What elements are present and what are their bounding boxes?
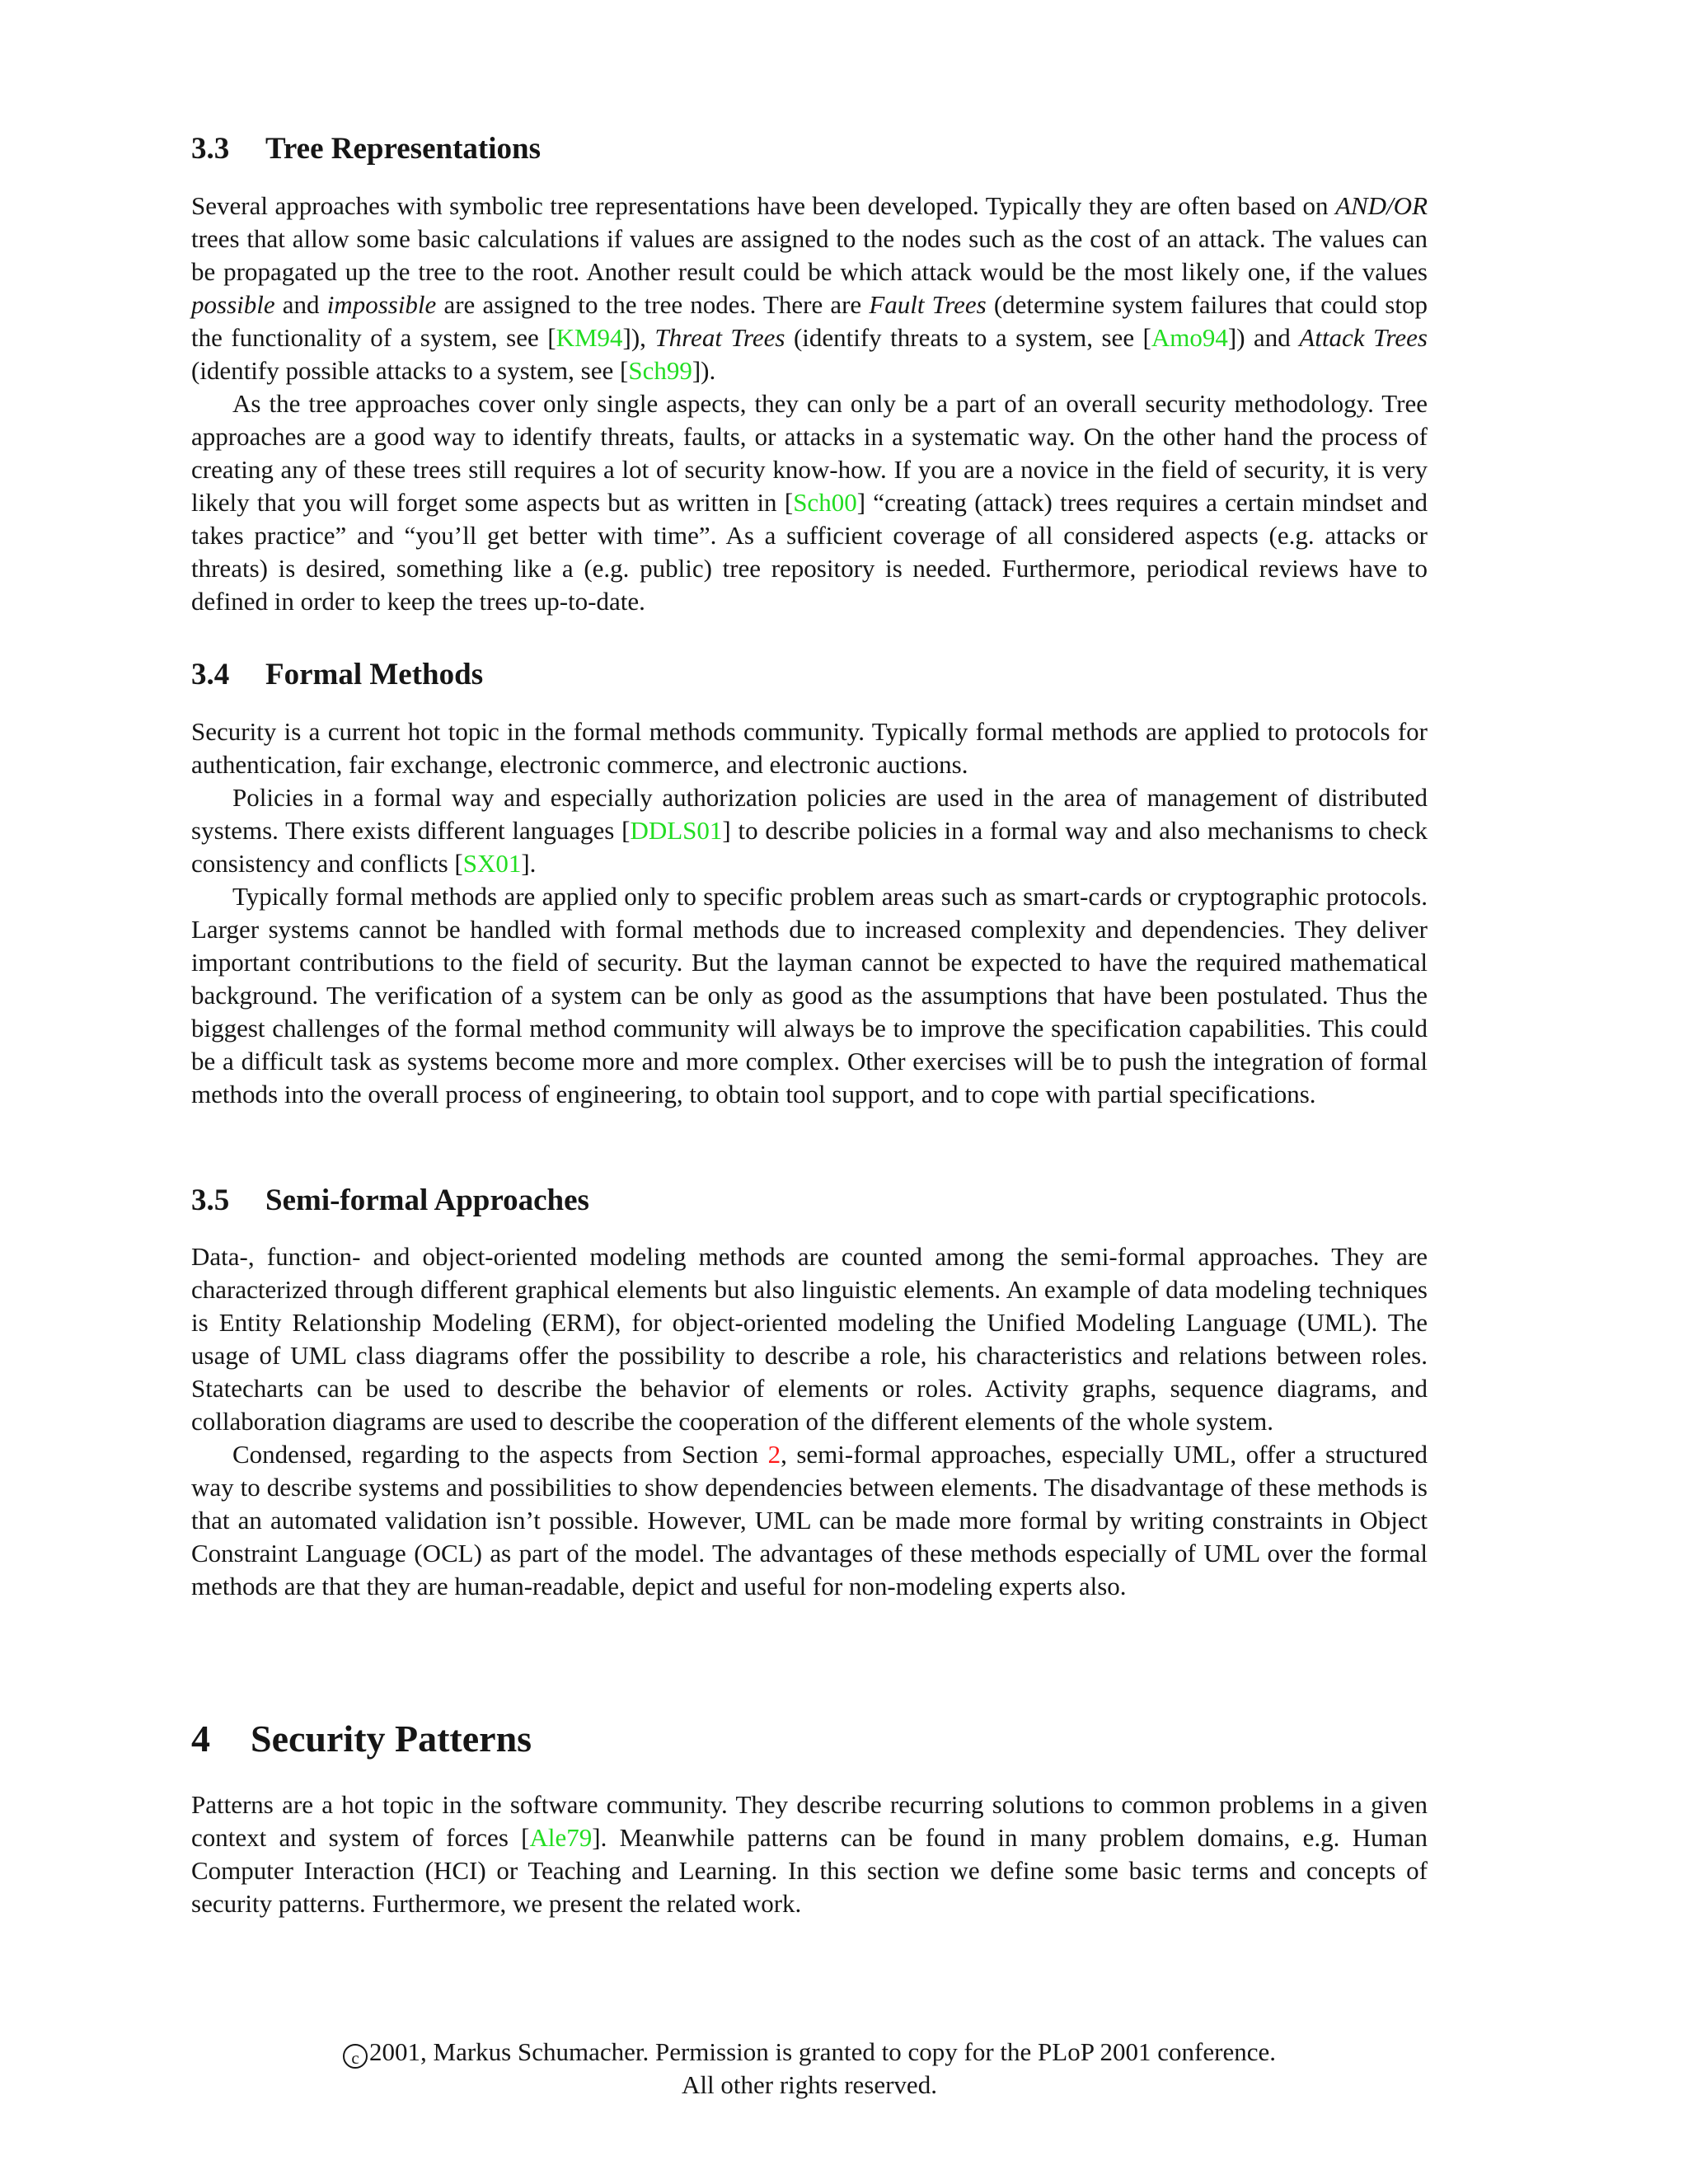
text-run: ]). (692, 356, 716, 385)
text-run: trees that allow some basic calculations if values are assigned to the nodes such as the cost of an attack. The values can be propagated up the tree to the root. Another result could be which attack would be the most likely one, if the values (191, 224, 1428, 286)
text-run: and (274, 290, 327, 319)
text-run: ] “creating (attack) trees requires a certain mindset and takes practice” and “you’ll get better with time”. As a sufficient coverage of all considered aspects (e.g. attacks or threats) is desired, something like a (e.g. public) tree repository is needed. Furthermore, periodical reviews have to defined in order to keep the trees up-to-date. (191, 488, 1428, 616)
paragraph (191, 1788, 1428, 1920)
section-number: 3.3 (191, 132, 230, 166)
section-number: 3.5 (191, 1183, 230, 1217)
section-crossref-link[interactable]: 2 (767, 1440, 781, 1469)
text-run: Condensed, regarding to the aspects from Section (232, 1440, 768, 1469)
text-run: (identify threats to a system, see [ (785, 323, 1151, 352)
section-3-4-body (191, 715, 1428, 1111)
citation-link[interactable]: KM94 (556, 323, 623, 352)
emphasis: impossible (326, 290, 437, 319)
section-title: Semi-formal Approaches (265, 1183, 589, 1217)
paragraph (191, 781, 1428, 880)
citation-link[interactable]: Ale79 (529, 1823, 593, 1852)
text-run: (determine system failures that could stop the functionality of a system, see [ (191, 290, 1428, 352)
paragraph (191, 190, 1428, 387)
text-run: ]. Meanwhile patterns can be found in many problem domains, e.g. Human Computer Interaction (HCI) or Teaching and Learning. In this section we define some basic terms and concepts of security patterns. Furthermore, we present the related work. (191, 1823, 1428, 1918)
copyright-footer (191, 2036, 1428, 2102)
text-run: ]), (622, 323, 655, 352)
emphasis: Attack Trees (1299, 323, 1428, 352)
section-heading-3-3 (191, 131, 1428, 167)
section-heading-3-4 (191, 657, 1428, 693)
text-run: ] to describe policies in a formal way and also mechanisms to check consistency and conflicts [ (191, 816, 1428, 878)
citation-link[interactable]: Sch99 (628, 356, 692, 385)
section-3-3-body (191, 190, 1428, 618)
copyright-icon: c (343, 2044, 368, 2069)
text-run: ]) and (1227, 323, 1300, 352)
text-run: Policies in a formal way and especially authorization policies are used in the area of management of distributed systems. There exists different languages [ (191, 783, 1428, 845)
emphasis: Fault Trees (869, 290, 987, 319)
paragraph: Security is a current hot topic in the formal methods community. Typically formal methods are applied to protocols for authentication, fair exchange, electronic commerce, and electronic auctions. (191, 717, 1428, 779)
section-heading-3-5 (191, 1183, 1428, 1219)
emphasis: Threat Trees (654, 323, 785, 352)
text-run: (identify possible attacks to a system, see [ (191, 356, 629, 385)
footer-line-2: All other rights reserved. (682, 2070, 937, 2099)
citation-link[interactable]: Amo94 (1151, 323, 1228, 352)
paragraph (191, 1438, 1428, 1603)
footer-line-1 (191, 2036, 1428, 2069)
emphasis: possible (191, 290, 275, 319)
paragraph (191, 387, 1428, 618)
section-title: Formal Methods (265, 658, 484, 691)
text-run: are assigned to the tree nodes. There are (436, 290, 870, 319)
section-title: Security Patterns (251, 1718, 532, 1760)
citation-link[interactable]: Sch00 (793, 488, 857, 517)
section-3-5-body (191, 1240, 1428, 1603)
section-4-body (191, 1788, 1428, 1920)
text-run: ]. (521, 849, 537, 878)
section-heading-4 (191, 1717, 1428, 1761)
text-run: As the tree approaches cover only single aspects, they can only be a part of an overall security methodology. Tree approaches are a good way to identify threats, faults, or attacks in a systematic way. On the other hand the process of creating any of these trees still requires a lot of security know-how. If you are a novice in the field of security, it is very likely that you will forget some aspects but as written in [ (191, 389, 1428, 517)
section-number: 4 (191, 1718, 210, 1760)
section-number: 3.4 (191, 658, 230, 691)
citation-link[interactable]: DDLS01 (630, 816, 723, 845)
text-run: Several approaches with symbolic tree representations have been developed. Typically they are often based on (191, 191, 1336, 220)
section-title: Tree Representations (265, 132, 541, 166)
footer-text: 2001, Markus Schumacher. Permission is granted to copy for the PLoP 2001 conference. (369, 2037, 1276, 2066)
citation-link[interactable]: SX01 (462, 849, 522, 878)
text-run: Patterns are a hot topic in the software community. They describe recurring solutions to common problems in a given context and system of forces [ (191, 1790, 1428, 1852)
paragraph: Typically formal methods are applied only to specific problem areas such as smart-cards or cryptographic protocols. Larger systems cannot be handled with formal methods due to increased complexity and dependencies. They deliver important contributions to the field of security. But the layman cannot be expected to have the required mathematical background. The verification of a system can be only as good as the assumptions that have been postulated. Thus the biggest challenges of the formal method community will always be to improve the specification capabilities. This could be a difficult task as systems become more and more complex. Other exercises will be to push the integration of formal methods into the overall process of engineering, to obtain tool support, and to cope with partial specifications. (191, 882, 1428, 1108)
paragraph: Data-, function- and object-oriented modeling methods are counted among the semi-formal approaches. They are characterized through different graphical elements but also linguistic elements. An example of data modeling techniques is Entity Relationship Modeling (ERM), for object-oriented modeling the Unified Modeling Language (UML). The usage of UML class diagrams offer the possibility to describe a role, his characteristics and relations between roles. Statecharts can be used to describe the behavior of elements or roles. Activity graphs, sequence diagrams, and collaboration diagrams are used to describe the cooperation of the different elements of the whole system. (191, 1242, 1428, 1436)
text-run: , semi-formal approaches, especially UML, offer a structured way to describe systems and possibilities to show dependencies between elements. The disadvantage of these methods is that an automated validation isn’t possible. However, UML can be made more formal by writing constraints in Object Constraint Language (OCL) as part of the model. The advantages of these methods especially of UML over the formal methods are that they are human-readable, depict and useful for non-modeling experts also. (191, 1440, 1428, 1601)
emphasis: AND/OR (1335, 191, 1428, 220)
